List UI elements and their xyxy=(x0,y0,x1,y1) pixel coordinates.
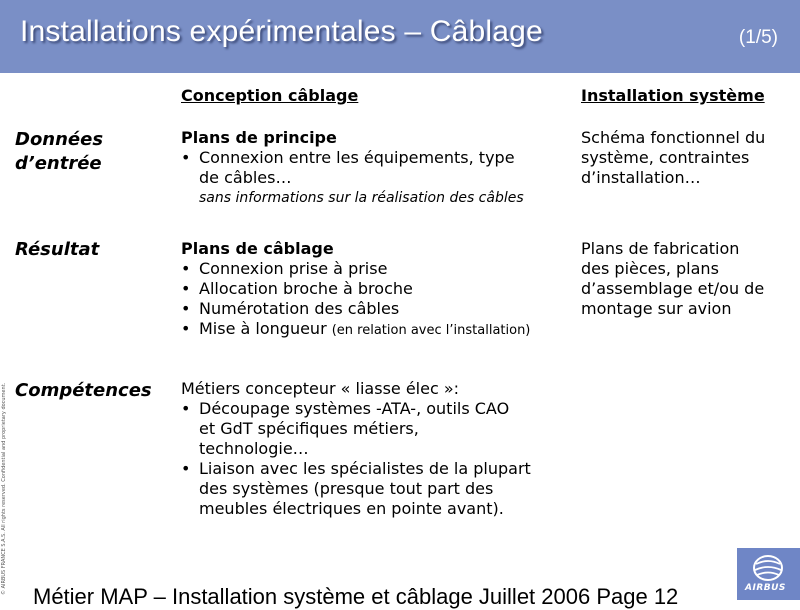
bullet-icon: • xyxy=(181,459,191,478)
slide-page-indicator: (1/5) xyxy=(738,27,778,48)
column-header-design: Conception câblage xyxy=(181,86,359,105)
bullet-icon: • xyxy=(181,259,191,278)
cell-intro: Métiers concepteur « liasse élec »: xyxy=(181,379,460,398)
cell-result-design xyxy=(181,239,576,341)
cell-result-install: Plans de fabrication des pièces, plans d’assemblage et/ou de montage sur avion xyxy=(581,239,765,318)
row-label-inputs-line1: Données xyxy=(15,129,104,150)
list-item: • Connexion entre les équipements, type de câbles… xyxy=(181,148,515,187)
bullet-list xyxy=(181,399,581,519)
row-label-skills: Compétences xyxy=(15,380,152,401)
copyright-notice: © AIRBUS FRANCE S.A.S. All rights reserved. Confidential and proprietary document. xyxy=(1,382,7,595)
item-note: (en relation avec l’installation) xyxy=(331,323,531,338)
bullet-icon: • xyxy=(181,319,191,338)
bullet-icon: • xyxy=(181,148,191,167)
list-item: • Liaison avec les spécialistes de la plupart des systèmes (presque tout part des meubles électriques en pointe avant). xyxy=(181,459,531,518)
logo-text: AIRBUS xyxy=(745,583,786,593)
cell-inputs-install: Schéma fonctionnel du système, contraintes d’installation… xyxy=(581,128,766,187)
title-bar xyxy=(0,0,800,73)
airbus-logo xyxy=(737,548,800,600)
list-item: • Découpage systèmes -ATA-, outils CAO et GdT spécifiques métiers, technologie… xyxy=(181,399,510,458)
cell-inputs-design xyxy=(181,128,576,208)
slide-title: Installations expérimentales – Câblage xyxy=(20,15,543,48)
cell-note: sans informations sur la réalisation des câbles xyxy=(199,190,524,206)
globe-icon xyxy=(751,554,785,582)
cell-subtitle: Plans de principe xyxy=(181,128,337,147)
row-label-result: Résultat xyxy=(15,239,100,260)
list-item: • Numérotation des câbles xyxy=(181,299,400,318)
row-label-inputs-line2: d’entrée xyxy=(15,153,102,174)
cell-subtitle: Plans de câblage xyxy=(181,239,334,258)
list-item: • Allocation broche à broche xyxy=(181,279,413,298)
bullet-icon: • xyxy=(181,279,191,298)
bullet-list xyxy=(181,259,576,341)
cell-skills-design xyxy=(181,379,581,519)
bullet-icon: • xyxy=(181,399,191,418)
bullet-list xyxy=(181,148,576,188)
list-item: • Mise à longueur (en relation avec l’installation) xyxy=(181,319,531,338)
list-item: • Connexion prise à prise xyxy=(181,259,388,278)
bullet-icon: • xyxy=(181,299,191,318)
column-header-install: Installation système xyxy=(581,86,765,105)
row-label-inputs xyxy=(15,128,103,176)
footer-text: Métier MAP – Installation système et câblage Juillet 2006 Page 12 xyxy=(33,584,679,609)
